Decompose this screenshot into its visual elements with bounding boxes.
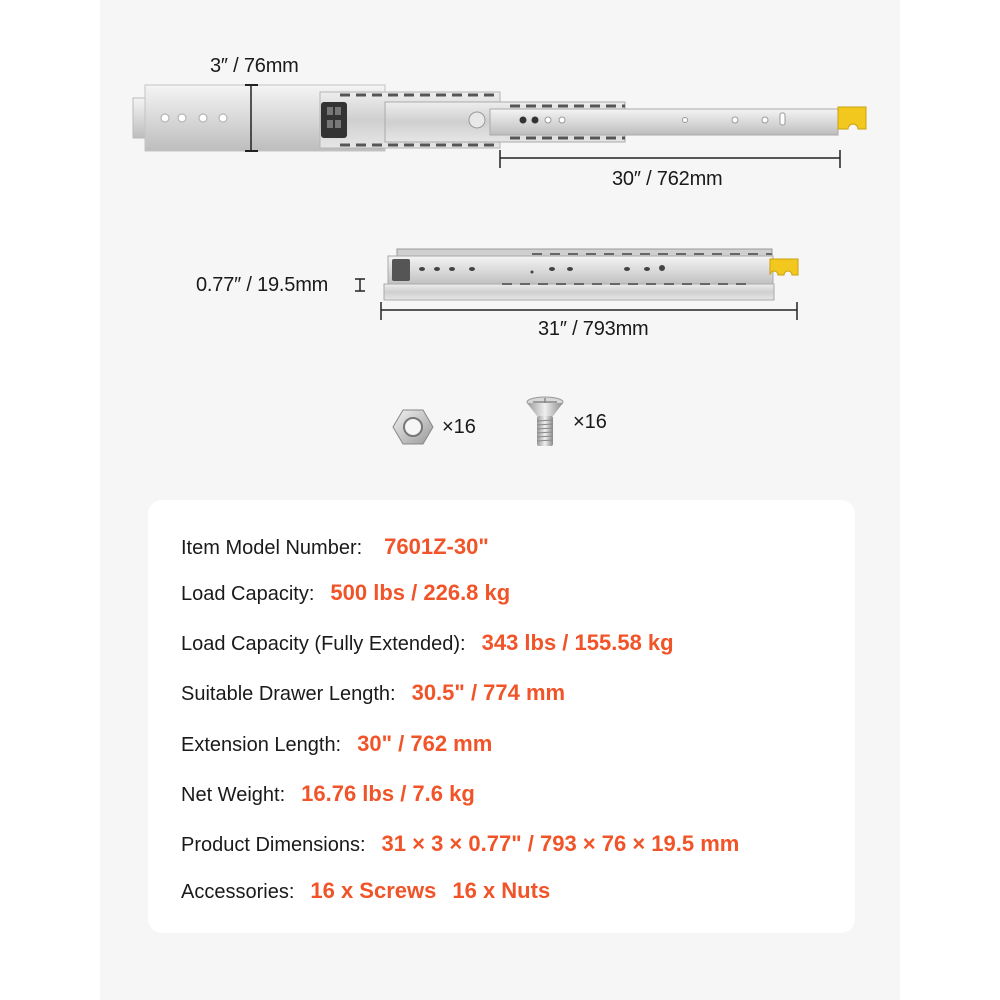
- spec-label: Load Capacity (Fully Extended):: [181, 633, 466, 655]
- spec-label: Net Weight:: [181, 784, 286, 806]
- spec-row-load-capacity-extended: [181, 630, 674, 656]
- spec-value: 30.5" / 774 mm: [411, 680, 566, 705]
- spec-value-nuts: 16 x Nuts: [452, 878, 551, 903]
- extension-length-label: 30″ / 762mm: [612, 168, 723, 190]
- countersunk-screw-icon: [525, 396, 565, 448]
- spec-value: 343 lbs / 155.58 kg: [481, 630, 674, 655]
- spec-value: 31 × 3 × 0.77" / 793 × 76 × 19.5 mm: [381, 831, 740, 856]
- spec-label: Load Capacity:: [181, 583, 315, 605]
- specifications-card: [148, 500, 855, 933]
- rail-height-label: 3″ / 76mm: [210, 55, 299, 77]
- hex-nut-icon: [392, 408, 434, 446]
- nut-count: ×16: [442, 415, 476, 438]
- spec-row-net-weight: [181, 781, 475, 807]
- spec-value: 30" / 762 mm: [357, 731, 493, 756]
- spec-value: 500 lbs / 226.8 kg: [330, 580, 511, 605]
- spec-row-model-number: [181, 534, 489, 560]
- extended-slide-rail-image: [125, 80, 885, 170]
- nut-accessory: [392, 408, 476, 446]
- spec-row-load-capacity: [181, 580, 510, 606]
- screw-count: ×16: [573, 410, 607, 433]
- spec-value: 16.76 lbs / 7.6 kg: [301, 781, 475, 806]
- closed-length-label: 31″ / 793mm: [538, 318, 649, 340]
- closed-slide-rail-image: [352, 244, 807, 324]
- spec-value-screws: 16 x Screws: [310, 878, 437, 903]
- spec-row-accessories: [181, 878, 550, 904]
- spec-label: Accessories:: [181, 881, 295, 903]
- spec-row-extension-length: [181, 731, 492, 757]
- spec-label: Suitable Drawer Length:: [181, 683, 396, 705]
- screw-accessory: [525, 396, 607, 448]
- spec-label: Product Dimensions:: [181, 834, 366, 856]
- spec-label: Extension Length:: [181, 734, 342, 756]
- spec-value: 7601Z-30": [384, 534, 489, 559]
- spec-label: Item Model Number:: [181, 537, 363, 559]
- spec-row-product-dimensions: [181, 831, 739, 857]
- spec-row-drawer-length: [181, 680, 565, 706]
- rail-thickness-label: 0.77″ / 19.5mm: [196, 274, 329, 296]
